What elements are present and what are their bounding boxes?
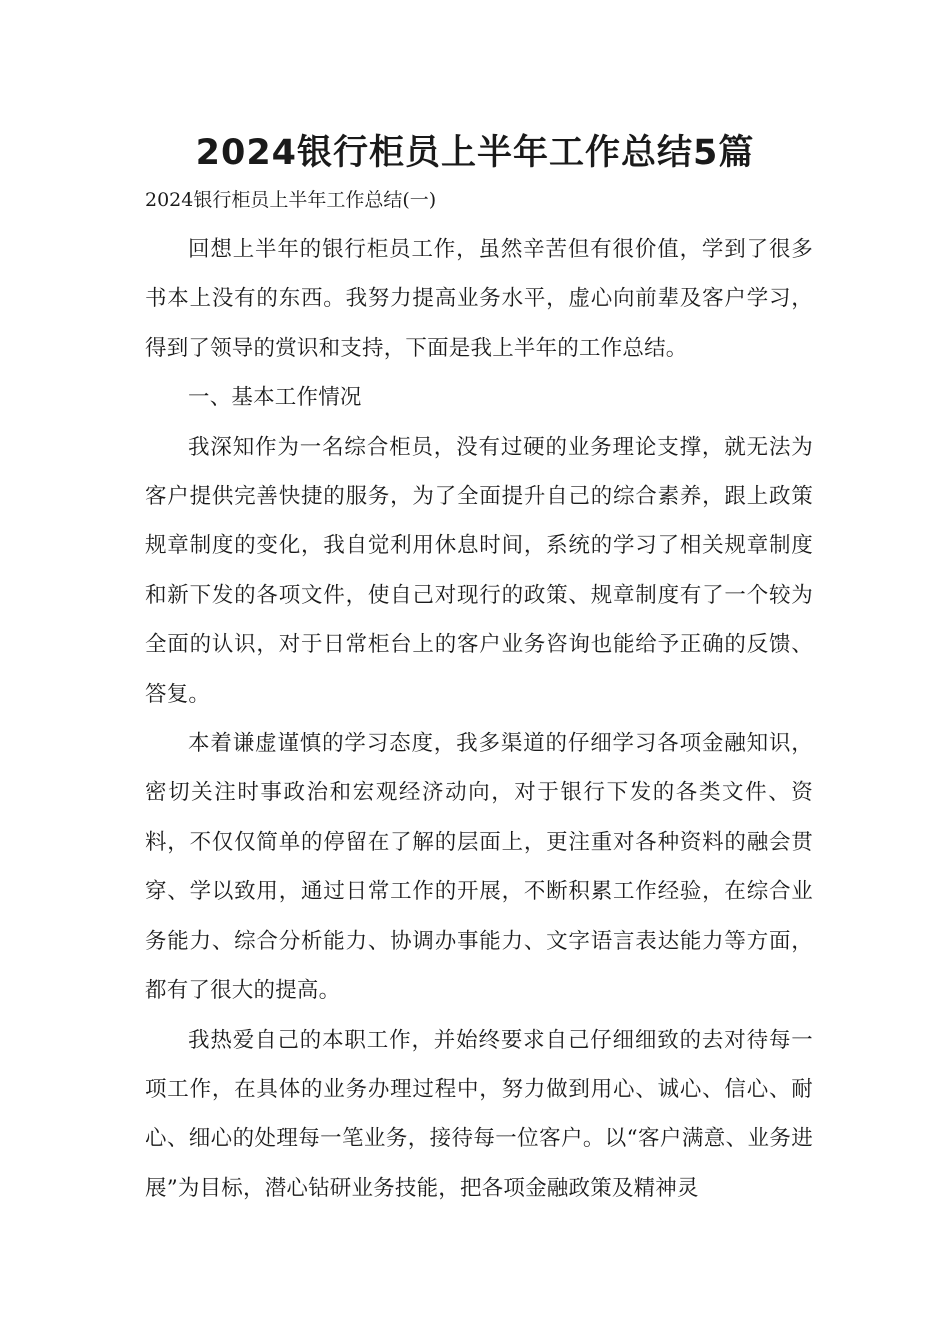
paragraph-learning-attitude: 本着谦虚谨慎的学习态度，我多渠道的仔细学习各项金融知识，密切关注时事政治和宏观经济动向，对于银行下发的各类文件、资料，不仅仅简单的停留在了解的层面上，更注重对各种资料的融会贯穿、学以致用，通过日常工作的开展，不断积累工作经验，在综合业务能力、综合分析能力、协调办事能力、文字语言表达能力等方面，都有了很大的提高。 [145, 731, 813, 1004]
document-title: 2024银行柜员上半年工作总结5篇 [195, 133, 755, 173]
document-body [145, 225, 813, 1213]
paragraph-intro: 回想上半年的银行柜员工作，虽然辛苦但有很价值，学到了很多书本上没有的东西。我努力提高业务水平，虚心向前辈及客户学习，得到了领导的赏识和支持，下面是我上半年的工作总结。 [145, 237, 813, 361]
document-subtitle: 2024银行柜员上半年工作总结(一) [145, 189, 437, 211]
paragraph-study: 我深知作为一名综合柜员，没有过硬的业务理论支撑，就无法为客户提供完善快捷的服务，为了全面提升自己的综合素养，跟上政策规章制度的变化，我自觉利用休息时间，系统的学习了相关规章制度和新下发的各项文件，使自己对现行的政策、规章制度有了一个较为全面的认识，对于日常柜台上的客户业务咨询也能给予正确的反馈、答复。 [145, 434, 813, 707]
section-heading: 一、基本工作情况 [188, 385, 362, 411]
paragraph-work-attitude: 我热爱自己的本职工作，并始终要求自己仔细细致的去对待每一项工作，在具体的业务办理过程中，努力做到用心、诚心、信心、耐心、细心的处理每一笔业务，接待每一位客户。以“客户满意、业务进展”为目标，潜心钻研业务技能，把各项金融政策及精神灵 [145, 1027, 813, 1201]
